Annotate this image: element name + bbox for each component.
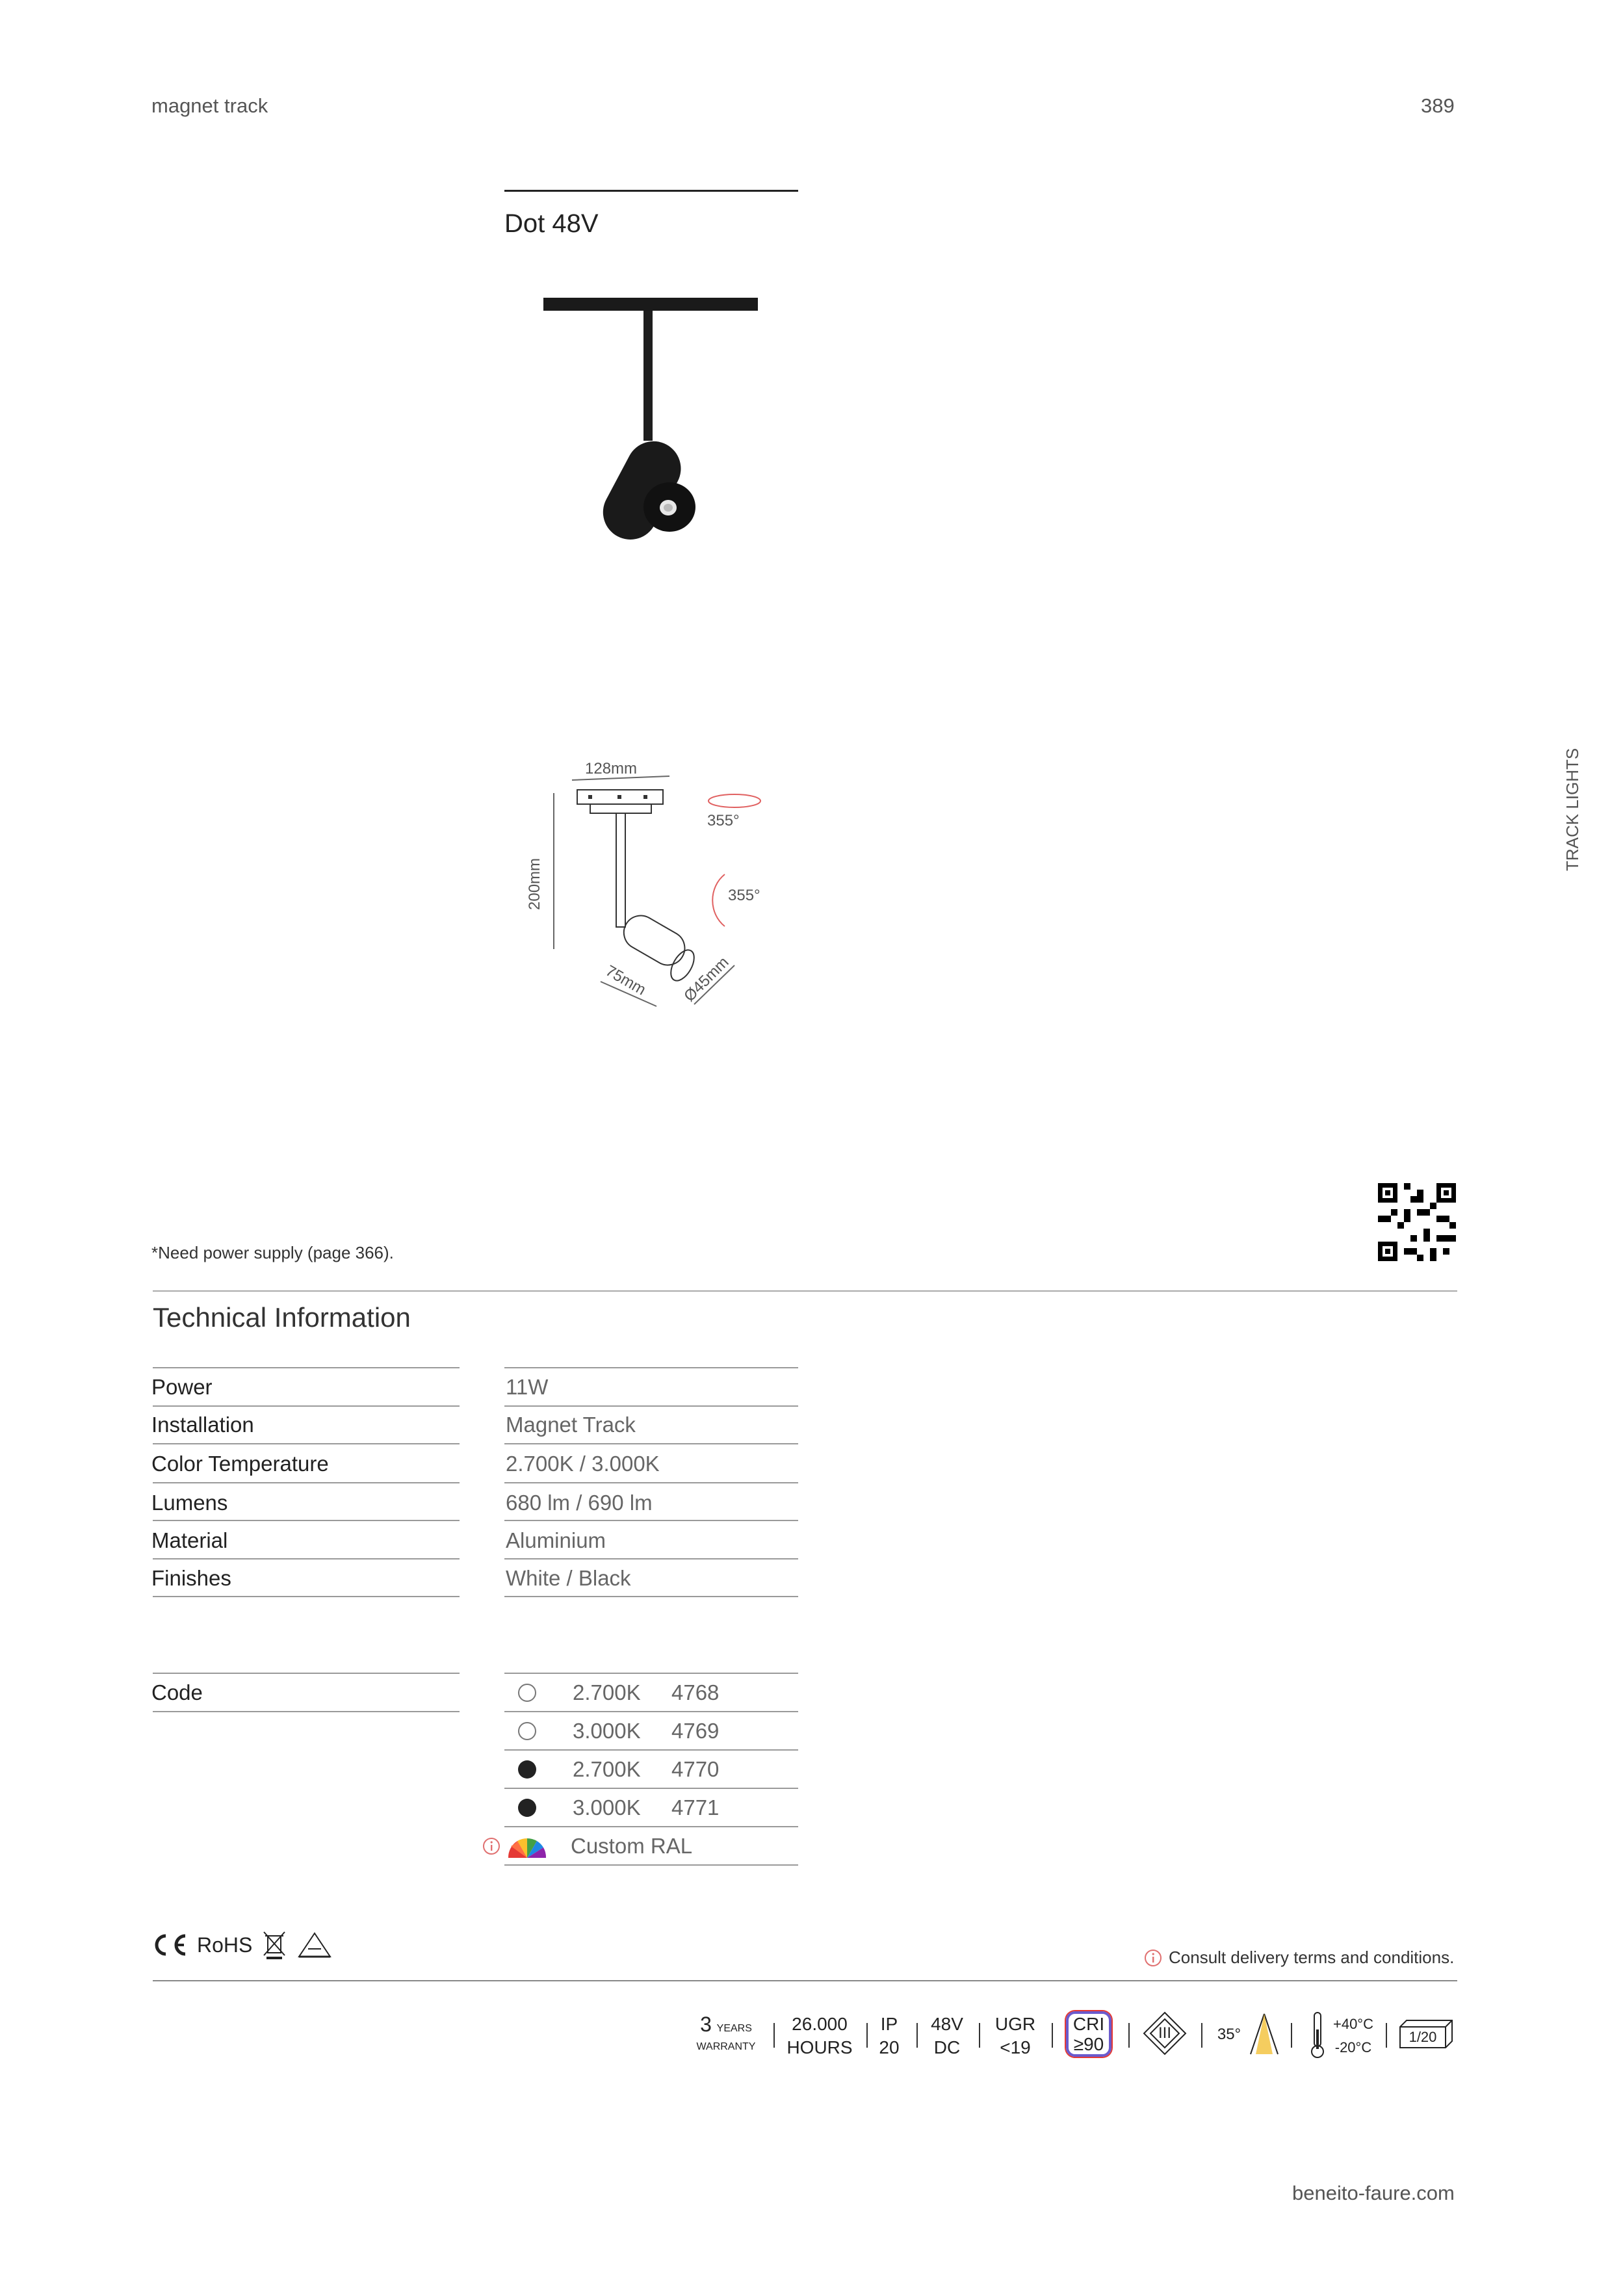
tech-label: Power: [151, 1375, 213, 1399]
white-finish-swatch: [518, 1684, 536, 1702]
code-number: 4770: [671, 1757, 720, 1781]
lifetime-spec: [783, 2013, 857, 2059]
warranty-label: WARRANTY: [696, 2041, 756, 2052]
ugr-value: <19: [1000, 2037, 1031, 2057]
tech-label: Installation: [151, 1413, 254, 1437]
website-link[interactable]: beneito-faure.com: [1292, 2182, 1455, 2204]
cri-value: ≥90: [1073, 2034, 1104, 2054]
qr-code[interactable]: [1378, 1183, 1456, 1261]
warranty-unit: YEARS: [716, 2023, 752, 2034]
tech-value: 2.700K / 3.000K: [506, 1452, 660, 1476]
delivery-note-text: Consult delivery terms and conditions.: [1169, 1948, 1455, 1967]
delivery-note: [1144, 1948, 1454, 1968]
divider: [153, 1980, 1457, 1981]
page-number: 389: [1421, 94, 1455, 117]
tech-value: Aluminium: [506, 1528, 606, 1552]
current-type: DC: [933, 2037, 961, 2057]
section-label: magnet track: [151, 94, 268, 117]
tech-info-title: Technical Information: [153, 1302, 411, 1333]
info-icon: [1144, 1949, 1162, 1967]
dim-width: 128mm: [585, 760, 638, 777]
voltage-spec: [926, 2013, 968, 2059]
tech-value: 680 lm / 690 lm: [506, 1491, 653, 1515]
code-label: Code: [151, 1680, 203, 1704]
dim-length: 75mm: [603, 961, 649, 999]
warranty-years: 3: [700, 2013, 712, 2036]
side-category-label: TRACK LIGHTS: [1563, 748, 1582, 871]
weee-bin-icon: [261, 1929, 287, 1961]
ip-rating: 20: [879, 2037, 900, 2057]
thermometer-icon: [1308, 2010, 1327, 2059]
code-number: 4768: [671, 1680, 720, 1704]
ip-label: IP: [880, 2014, 898, 2034]
code-temp: 2.700K: [573, 1680, 641, 1704]
voltage: 48V: [931, 2014, 963, 2034]
code-temp: 2.700K: [573, 1757, 641, 1781]
code-temp: 3.000K: [573, 1795, 641, 1820]
cri-badge: [1066, 2011, 1111, 2057]
tech-label: Material: [151, 1528, 228, 1552]
temp-max: +40°C: [1332, 2016, 1373, 2032]
dim-height: 200mm: [526, 857, 543, 910]
lifetime-label: HOURS: [786, 2037, 853, 2057]
beam-angle-icon: [1247, 2011, 1282, 2057]
tech-label: Lumens: [151, 1491, 228, 1515]
protection-class: III: [1158, 2024, 1171, 2042]
lifetime-hours: 26.000: [792, 2014, 848, 2034]
custom-ral-label: Custom RAL: [571, 1834, 693, 1858]
info-icon[interactable]: [482, 1837, 500, 1855]
technical-drawing: [520, 748, 799, 1021]
warranty-spec: [690, 2013, 762, 2054]
white-finish-swatch: [518, 1722, 536, 1740]
divider: [153, 1290, 1457, 1292]
tech-value: 11W: [506, 1375, 549, 1399]
ugr-label: UGR: [994, 2014, 1036, 2034]
title-rule: [504, 190, 798, 192]
ral-color-fan-icon: [504, 1832, 550, 1859]
black-finish-swatch: [518, 1760, 536, 1779]
ip-spec: [875, 2013, 903, 2059]
class-iii-icon: [1141, 2010, 1188, 2057]
tech-label: Color Temperature: [151, 1452, 329, 1476]
temp-min: -20°C: [1334, 2039, 1372, 2055]
code-number: 4771: [671, 1795, 720, 1820]
tech-label: Finishes: [151, 1566, 231, 1590]
dim-rotation-h: 355°: [707, 812, 740, 829]
dim-rotation-v: 355°: [728, 887, 760, 904]
ugr-spec: [988, 2013, 1043, 2059]
black-finish-swatch: [518, 1799, 536, 1817]
code-temp: 3.000K: [573, 1719, 641, 1743]
product-image: [539, 293, 773, 553]
dim-diameter: Ø45mm: [681, 953, 733, 1006]
emc-mark-icon: [296, 1931, 333, 1959]
temperature-range: [1329, 2013, 1378, 2059]
pack-quantity: 1/20: [1409, 2029, 1437, 2045]
rohs-label: RoHS: [197, 1933, 253, 1957]
certification-marks: [151, 1929, 333, 1961]
code-number: 4769: [671, 1719, 720, 1743]
tech-value: White / Black: [506, 1566, 631, 1590]
power-supply-note: *Need power supply (page 366).: [151, 1243, 394, 1262]
ce-mark-icon: [151, 1933, 188, 1957]
cri-label: CRI: [1072, 2014, 1105, 2034]
tech-value: Magnet Track: [506, 1413, 636, 1437]
product-title: Dot 48V: [504, 209, 599, 238]
beam-angle: 35°: [1217, 2026, 1241, 2043]
